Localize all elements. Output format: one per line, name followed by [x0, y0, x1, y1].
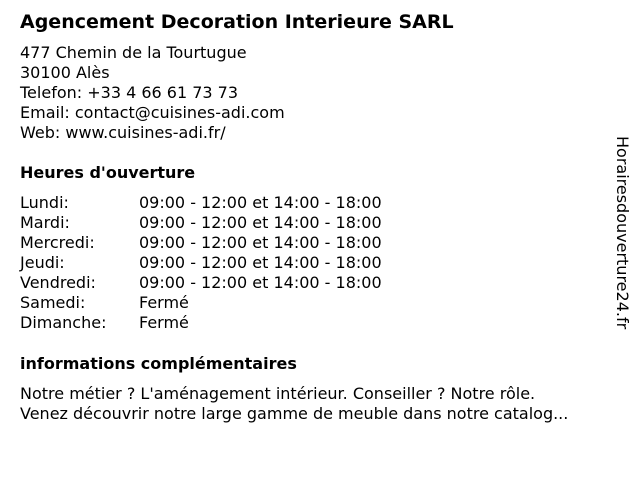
- info-line-2: Venez découvrir notre large gamme de meuble dans notre catalog...: [20, 404, 569, 423]
- info-description: [20, 384, 620, 424]
- info-line-1: Notre métier ? L'aménagement intérieur. Conseiller ? Notre rôle.: [20, 384, 536, 403]
- info-heading: informations complémentaires: [20, 354, 297, 373]
- day-hours: 09:00 - 12:00 et 14:00 - 18:00: [139, 233, 382, 252]
- day-label: Dimanche:: [20, 313, 107, 332]
- day-hours: Fermé: [139, 313, 189, 332]
- day-label: Mercredi:: [20, 233, 95, 252]
- street-address: 477 Chemin de la Tourtugue: [20, 43, 247, 62]
- day-label: Samedi:: [20, 293, 86, 312]
- day-hours: 09:00 - 12:00 et 14:00 - 18:00: [139, 213, 382, 232]
- day-hours: 09:00 - 12:00 et 14:00 - 18:00: [139, 273, 382, 292]
- business-name: Agencement Decoration Interieure SARL: [20, 11, 454, 33]
- day-label: Lundi:: [20, 193, 69, 212]
- day-hours: Fermé: [139, 293, 189, 312]
- day-hours: 09:00 - 12:00 et 14:00 - 18:00: [139, 193, 382, 212]
- city-address: 30100 Alès: [20, 63, 110, 82]
- day-label: Mardi:: [20, 213, 70, 232]
- day-label: Jeudi:: [20, 253, 65, 272]
- day-hours: 09:00 - 12:00 et 14:00 - 18:00: [139, 253, 382, 272]
- contact-block: [20, 43, 285, 143]
- website-address: Web: www.cuisines-adi.fr/: [20, 123, 226, 142]
- site-watermark: Horairesdouverture24.fr: [613, 136, 632, 330]
- day-label: Vendredi:: [20, 273, 96, 292]
- hours-heading: Heures d'ouverture: [20, 163, 196, 182]
- email-address: Email: contact@cuisines-adi.com: [20, 103, 285, 122]
- phone-number: Telefon: +33 4 66 61 73 73: [20, 83, 239, 102]
